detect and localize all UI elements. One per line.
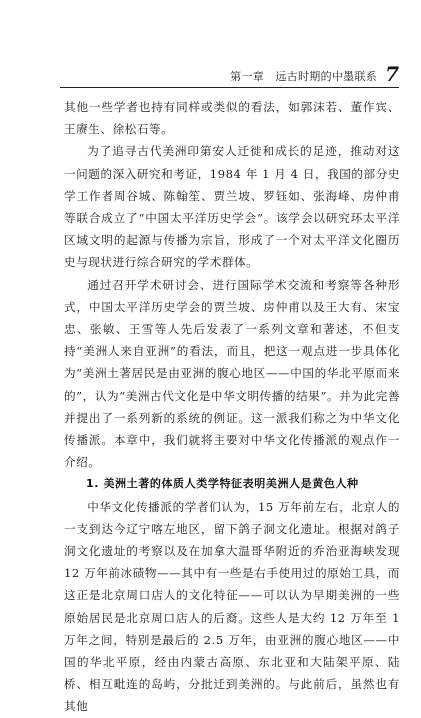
section-heading: 1. 美洲土著的体质人类学特征表明美洲人是黄色人种 (86, 477, 359, 491)
paragraph: 中华文化传播派的学者们认为，15 万年前左右，北京人的一支到达今辽宁喀左地区，留下鸽子洞文化遗址。根据对鸽子洞文化遗址的考察以及在加拿大温哥华附近的乔治亚海峡发现 12 万年前冰碛物——其中有一些是右手使用过的原始工具，而这正是北京周口店人的文化特征——可以认为早期美洲的一些原始居民是北京周口店人的后裔。这些人是大约 12 万年至 1 万年之间，特别是最后的 2.5 万年，由亚洲的腹心地区——中国的华北平原，经由内蒙古高原、东北亚和大陆架平原、陆桥、相互毗连的岛屿，分批迁到美洲的。与此前后，虽然也有其他 (64, 499, 400, 714)
chapter-title: 第一章 远古时期的中墨联系 (230, 70, 378, 83)
body-text (64, 96, 400, 718)
paragraph: 通过召开学术研讨会、进行国际学术交流和考察等各种形式，中国太平洋历史学会的贾兰坡、房仲甫以及王大有、宋宝忠、张敏、王雪等人先后发表了一系列文章和著述，不但支持“美洲人来自亚洲”的看法，而且，把这一观点进一步具体化为“美洲土著居民是由亚洲的腹心地区——中国的华北平原而来的”，认为“美洲古代文化是中华文明传播的结果”。并为此完善并提出了一系列新的系统的例证。这一派我们称之为中华文化传播派。本章中，我们就将主要对中华文化传播派的观点作一介绍。 (64, 277, 400, 470)
paragraph: 其他一些学者也持有同样或类似的看法，如郭沫若、董作宾、王赓生、徐松石等。 (64, 100, 400, 137)
paragraph: 为了追寻古代美洲印第安人迁徙和成长的足迹，推动对这一问题的深入研究和考证，1984 年 1 月 4 日，我国的部分史学工作者周谷城、陈翰笙、贾兰坡、罗钰如、张海峰、房仲甫等联合成立了“中国太平洋历史学会”。该学会以研究环太平洋区域文明的起源与传播为宗旨，形成了一个对太平洋文化圈历史与现状进行综合研究的学术群体。 (64, 144, 400, 270)
running-header (60, 58, 399, 88)
page-number: 7 (385, 62, 399, 86)
